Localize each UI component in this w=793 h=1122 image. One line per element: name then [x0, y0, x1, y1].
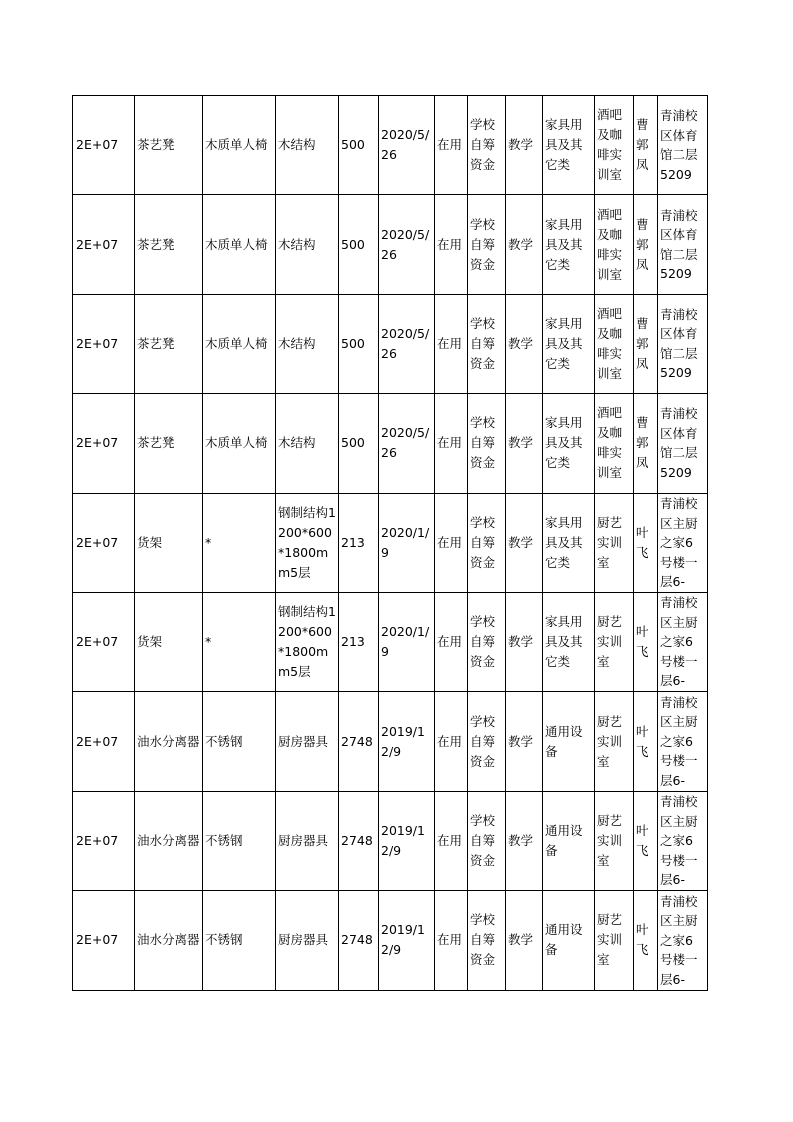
location-cell: 青浦校区体育馆二层5209	[658, 195, 708, 294]
asset-code-cell: 2E+07	[73, 493, 135, 592]
room-cell: 酒吧及咖啡实训室	[595, 96, 634, 195]
usage-cell: 教学	[506, 791, 543, 890]
room-cell: 厨艺实训室	[595, 592, 634, 691]
funding-cell: 学校自筹资金	[468, 96, 506, 195]
status-cell: 在用	[435, 493, 468, 592]
usage-cell: 教学	[506, 692, 543, 791]
date-cell: 2020/5/26	[379, 294, 435, 393]
asset-table	[72, 95, 708, 991]
location-cell: 青浦校区主厨之家6号楼一层6-	[658, 493, 708, 592]
price-cell: 2748	[339, 891, 379, 990]
model-cell: 不锈钢	[203, 791, 276, 890]
usage-cell: 教学	[506, 891, 543, 990]
location-cell: 青浦校区主厨之家6号楼一层6-	[658, 692, 708, 791]
spec-cell: 木结构	[276, 96, 339, 195]
spec-cell: 钢制结构1200*600*1800mm5层	[276, 592, 339, 691]
date-cell: 2020/5/26	[379, 96, 435, 195]
price-cell: 2748	[339, 692, 379, 791]
funding-cell: 学校自筹资金	[468, 493, 506, 592]
price-cell: 500	[339, 294, 379, 393]
price-cell: 213	[339, 592, 379, 691]
usage-cell: 教学	[506, 96, 543, 195]
status-cell: 在用	[435, 394, 468, 493]
category-cell: 通用设备	[543, 891, 595, 990]
room-cell: 厨艺实训室	[595, 692, 634, 791]
location-cell: 青浦校区主厨之家6号楼一层6-	[658, 592, 708, 691]
spec-cell: 厨房器具	[276, 791, 339, 890]
spec-cell: 木结构	[276, 195, 339, 294]
category-cell: 通用设备	[543, 791, 595, 890]
asset-code-cell: 2E+07	[73, 692, 135, 791]
spec-cell: 木结构	[276, 294, 339, 393]
status-cell: 在用	[435, 891, 468, 990]
keeper-cell: 叶飞	[634, 493, 658, 592]
price-cell: 500	[339, 96, 379, 195]
category-cell: 家具用具及其它类	[543, 592, 595, 691]
funding-cell: 学校自筹资金	[468, 891, 506, 990]
price-cell: 213	[339, 493, 379, 592]
keeper-cell: 叶飞	[634, 891, 658, 990]
asset-name-cell: 货架	[135, 493, 203, 592]
funding-cell: 学校自筹资金	[468, 294, 506, 393]
asset-name-cell: 油水分离器	[135, 891, 203, 990]
funding-cell: 学校自筹资金	[468, 791, 506, 890]
usage-cell: 教学	[506, 394, 543, 493]
table-row	[73, 592, 708, 691]
category-cell: 家具用具及其它类	[543, 96, 595, 195]
price-cell: 500	[339, 394, 379, 493]
location-cell: 青浦校区体育馆二层5209	[658, 294, 708, 393]
model-cell: 木质单人椅	[203, 195, 276, 294]
table-row	[73, 791, 708, 890]
asset-name-cell: 茶艺凳	[135, 394, 203, 493]
asset-code-cell: 2E+07	[73, 96, 135, 195]
date-cell: 2019/12/9	[379, 692, 435, 791]
asset-name-cell: 油水分离器	[135, 791, 203, 890]
asset-code-cell: 2E+07	[73, 891, 135, 990]
asset-code-cell: 2E+07	[73, 394, 135, 493]
status-cell: 在用	[435, 195, 468, 294]
model-cell: 木质单人椅	[203, 394, 276, 493]
funding-cell: 学校自筹资金	[468, 195, 506, 294]
asset-code-cell: 2E+07	[73, 294, 135, 393]
table-row	[73, 493, 708, 592]
price-cell: 2748	[339, 791, 379, 890]
usage-cell: 教学	[506, 195, 543, 294]
asset-code-cell: 2E+07	[73, 195, 135, 294]
model-cell: 木质单人椅	[203, 96, 276, 195]
date-cell: 2019/12/9	[379, 791, 435, 890]
room-cell: 酒吧及咖啡实训室	[595, 294, 634, 393]
model-cell: *	[203, 493, 276, 592]
spec-cell: 厨房器具	[276, 692, 339, 791]
keeper-cell: 曹郭凤	[634, 96, 658, 195]
model-cell: 不锈钢	[203, 692, 276, 791]
status-cell: 在用	[435, 96, 468, 195]
funding-cell: 学校自筹资金	[468, 592, 506, 691]
table-row	[73, 294, 708, 393]
model-cell: *	[203, 592, 276, 691]
status-cell: 在用	[435, 692, 468, 791]
table-body	[73, 96, 708, 991]
asset-name-cell: 茶艺凳	[135, 294, 203, 393]
usage-cell: 教学	[506, 294, 543, 393]
status-cell: 在用	[435, 791, 468, 890]
date-cell: 2020/1/9	[379, 592, 435, 691]
spec-cell: 木结构	[276, 394, 339, 493]
table-row	[73, 96, 708, 195]
table-row	[73, 394, 708, 493]
location-cell: 青浦校区体育馆二层5209	[658, 394, 708, 493]
status-cell: 在用	[435, 294, 468, 393]
asset-code-cell: 2E+07	[73, 791, 135, 890]
spec-cell: 钢制结构1200*600*1800mm5层	[276, 493, 339, 592]
asset-name-cell: 货架	[135, 592, 203, 691]
category-cell: 通用设备	[543, 692, 595, 791]
table-row	[73, 195, 708, 294]
usage-cell: 教学	[506, 493, 543, 592]
status-cell: 在用	[435, 592, 468, 691]
asset-name-cell: 茶艺凳	[135, 96, 203, 195]
room-cell: 厨艺实训室	[595, 493, 634, 592]
usage-cell: 教学	[506, 592, 543, 691]
table-row	[73, 692, 708, 791]
keeper-cell: 叶飞	[634, 592, 658, 691]
date-cell: 2019/12/9	[379, 891, 435, 990]
room-cell: 酒吧及咖啡实训室	[595, 394, 634, 493]
keeper-cell: 叶飞	[634, 692, 658, 791]
category-cell: 家具用具及其它类	[543, 493, 595, 592]
location-cell: 青浦校区主厨之家6号楼一层6-	[658, 891, 708, 990]
category-cell: 家具用具及其它类	[543, 294, 595, 393]
category-cell: 家具用具及其它类	[543, 195, 595, 294]
keeper-cell: 曹郭凤	[634, 195, 658, 294]
category-cell: 家具用具及其它类	[543, 394, 595, 493]
room-cell: 厨艺实训室	[595, 891, 634, 990]
keeper-cell: 曹郭凤	[634, 394, 658, 493]
spec-cell: 厨房器具	[276, 891, 339, 990]
price-cell: 500	[339, 195, 379, 294]
keeper-cell: 曹郭凤	[634, 294, 658, 393]
funding-cell: 学校自筹资金	[468, 394, 506, 493]
funding-cell: 学校自筹资金	[468, 692, 506, 791]
date-cell: 2020/5/26	[379, 394, 435, 493]
location-cell: 青浦校区主厨之家6号楼一层6-	[658, 791, 708, 890]
date-cell: 2020/1/9	[379, 493, 435, 592]
model-cell: 不锈钢	[203, 891, 276, 990]
model-cell: 木质单人椅	[203, 294, 276, 393]
asset-code-cell: 2E+07	[73, 592, 135, 691]
room-cell: 厨艺实训室	[595, 791, 634, 890]
room-cell: 酒吧及咖啡实训室	[595, 195, 634, 294]
keeper-cell: 叶飞	[634, 791, 658, 890]
asset-name-cell: 油水分离器	[135, 692, 203, 791]
table-row	[73, 891, 708, 990]
asset-name-cell: 茶艺凳	[135, 195, 203, 294]
date-cell: 2020/5/26	[379, 195, 435, 294]
location-cell: 青浦校区体育馆二层5209	[658, 96, 708, 195]
